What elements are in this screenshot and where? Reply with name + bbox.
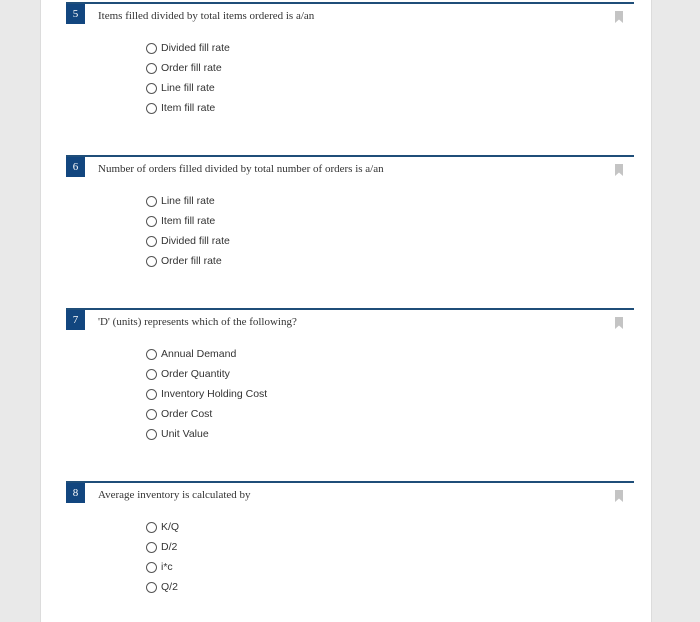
answer-option[interactable] xyxy=(146,537,179,557)
radio-button[interactable] xyxy=(146,63,157,74)
question-header xyxy=(66,155,634,185)
answer-option[interactable] xyxy=(146,251,230,271)
bookmark-icon[interactable] xyxy=(615,317,623,329)
radio-button[interactable] xyxy=(146,429,157,440)
radio-button[interactable] xyxy=(146,409,157,420)
answer-option[interactable] xyxy=(146,191,230,211)
question-text: 'D' (units) represents which of the following? xyxy=(98,316,297,328)
radio-button[interactable] xyxy=(146,256,157,267)
radio-button[interactable] xyxy=(146,582,157,593)
radio-button[interactable] xyxy=(146,522,157,533)
option-label: Inventory Holding Cost xyxy=(161,388,268,400)
answer-option[interactable] xyxy=(146,231,230,251)
radio-button[interactable] xyxy=(146,349,157,360)
question-text: Number of orders filled divided by total number of orders is a/an xyxy=(98,163,384,175)
question-header xyxy=(66,481,634,511)
quiz-page xyxy=(40,0,652,622)
answer-option[interactable] xyxy=(146,78,230,98)
radio-button[interactable] xyxy=(146,103,157,114)
radio-button[interactable] xyxy=(146,542,157,553)
question-5 xyxy=(66,2,634,114)
option-label: Order fill rate xyxy=(161,62,222,74)
answer-option[interactable] xyxy=(146,364,267,384)
answer-option[interactable] xyxy=(146,38,230,58)
radio-button[interactable] xyxy=(146,83,157,94)
option-label: Unit Value xyxy=(161,428,209,440)
option-label: Order fill rate xyxy=(161,255,222,267)
question-number: 6 xyxy=(66,157,85,177)
answer-option[interactable] xyxy=(146,344,267,364)
answer-option[interactable] xyxy=(146,98,230,118)
radio-button[interactable] xyxy=(146,236,157,247)
answer-options xyxy=(146,191,230,271)
option-label: Divided fill rate xyxy=(161,42,230,54)
question-8 xyxy=(66,481,634,593)
option-label: Line fill rate xyxy=(161,82,215,94)
radio-button[interactable] xyxy=(146,389,157,400)
question-text: Average inventory is calculated by xyxy=(98,489,251,501)
option-label: Order Quantity xyxy=(161,368,230,380)
option-label: Q/2 xyxy=(161,581,178,593)
question-number: 8 xyxy=(66,483,85,503)
answer-options xyxy=(146,38,230,118)
answer-options xyxy=(146,517,179,597)
bookmark-icon[interactable] xyxy=(615,164,623,176)
bookmark-icon[interactable] xyxy=(615,11,623,23)
answer-option[interactable] xyxy=(146,577,179,597)
option-label: Order Cost xyxy=(161,408,213,420)
option-label: Line fill rate xyxy=(161,195,215,207)
answer-option[interactable] xyxy=(146,424,267,444)
question-6 xyxy=(66,155,634,267)
radio-button[interactable] xyxy=(146,216,157,227)
answer-option[interactable] xyxy=(146,517,179,537)
radio-button[interactable] xyxy=(146,43,157,54)
answer-options xyxy=(146,344,267,444)
bookmark-icon[interactable] xyxy=(615,490,623,502)
radio-button[interactable] xyxy=(146,196,157,207)
option-label: D/2 xyxy=(161,541,178,553)
question-7 xyxy=(66,308,634,440)
answer-option[interactable] xyxy=(146,58,230,78)
option-label: i*c xyxy=(161,561,173,573)
option-label: Annual Demand xyxy=(161,348,237,360)
question-header xyxy=(66,308,634,338)
question-number: 7 xyxy=(66,310,85,330)
answer-option[interactable] xyxy=(146,557,179,577)
question-header xyxy=(66,2,634,32)
answer-option[interactable] xyxy=(146,404,267,424)
radio-button[interactable] xyxy=(146,562,157,573)
question-number: 5 xyxy=(66,4,85,24)
option-label: K/Q xyxy=(161,521,180,533)
option-label: Divided fill rate xyxy=(161,235,230,247)
question-text: Items filled divided by total items ordered is a/an xyxy=(98,10,315,22)
answer-option[interactable] xyxy=(146,384,267,404)
answer-option[interactable] xyxy=(146,211,230,231)
radio-button[interactable] xyxy=(146,369,157,380)
option-label: Item fill rate xyxy=(161,102,216,114)
option-label: Item fill rate xyxy=(161,215,216,227)
